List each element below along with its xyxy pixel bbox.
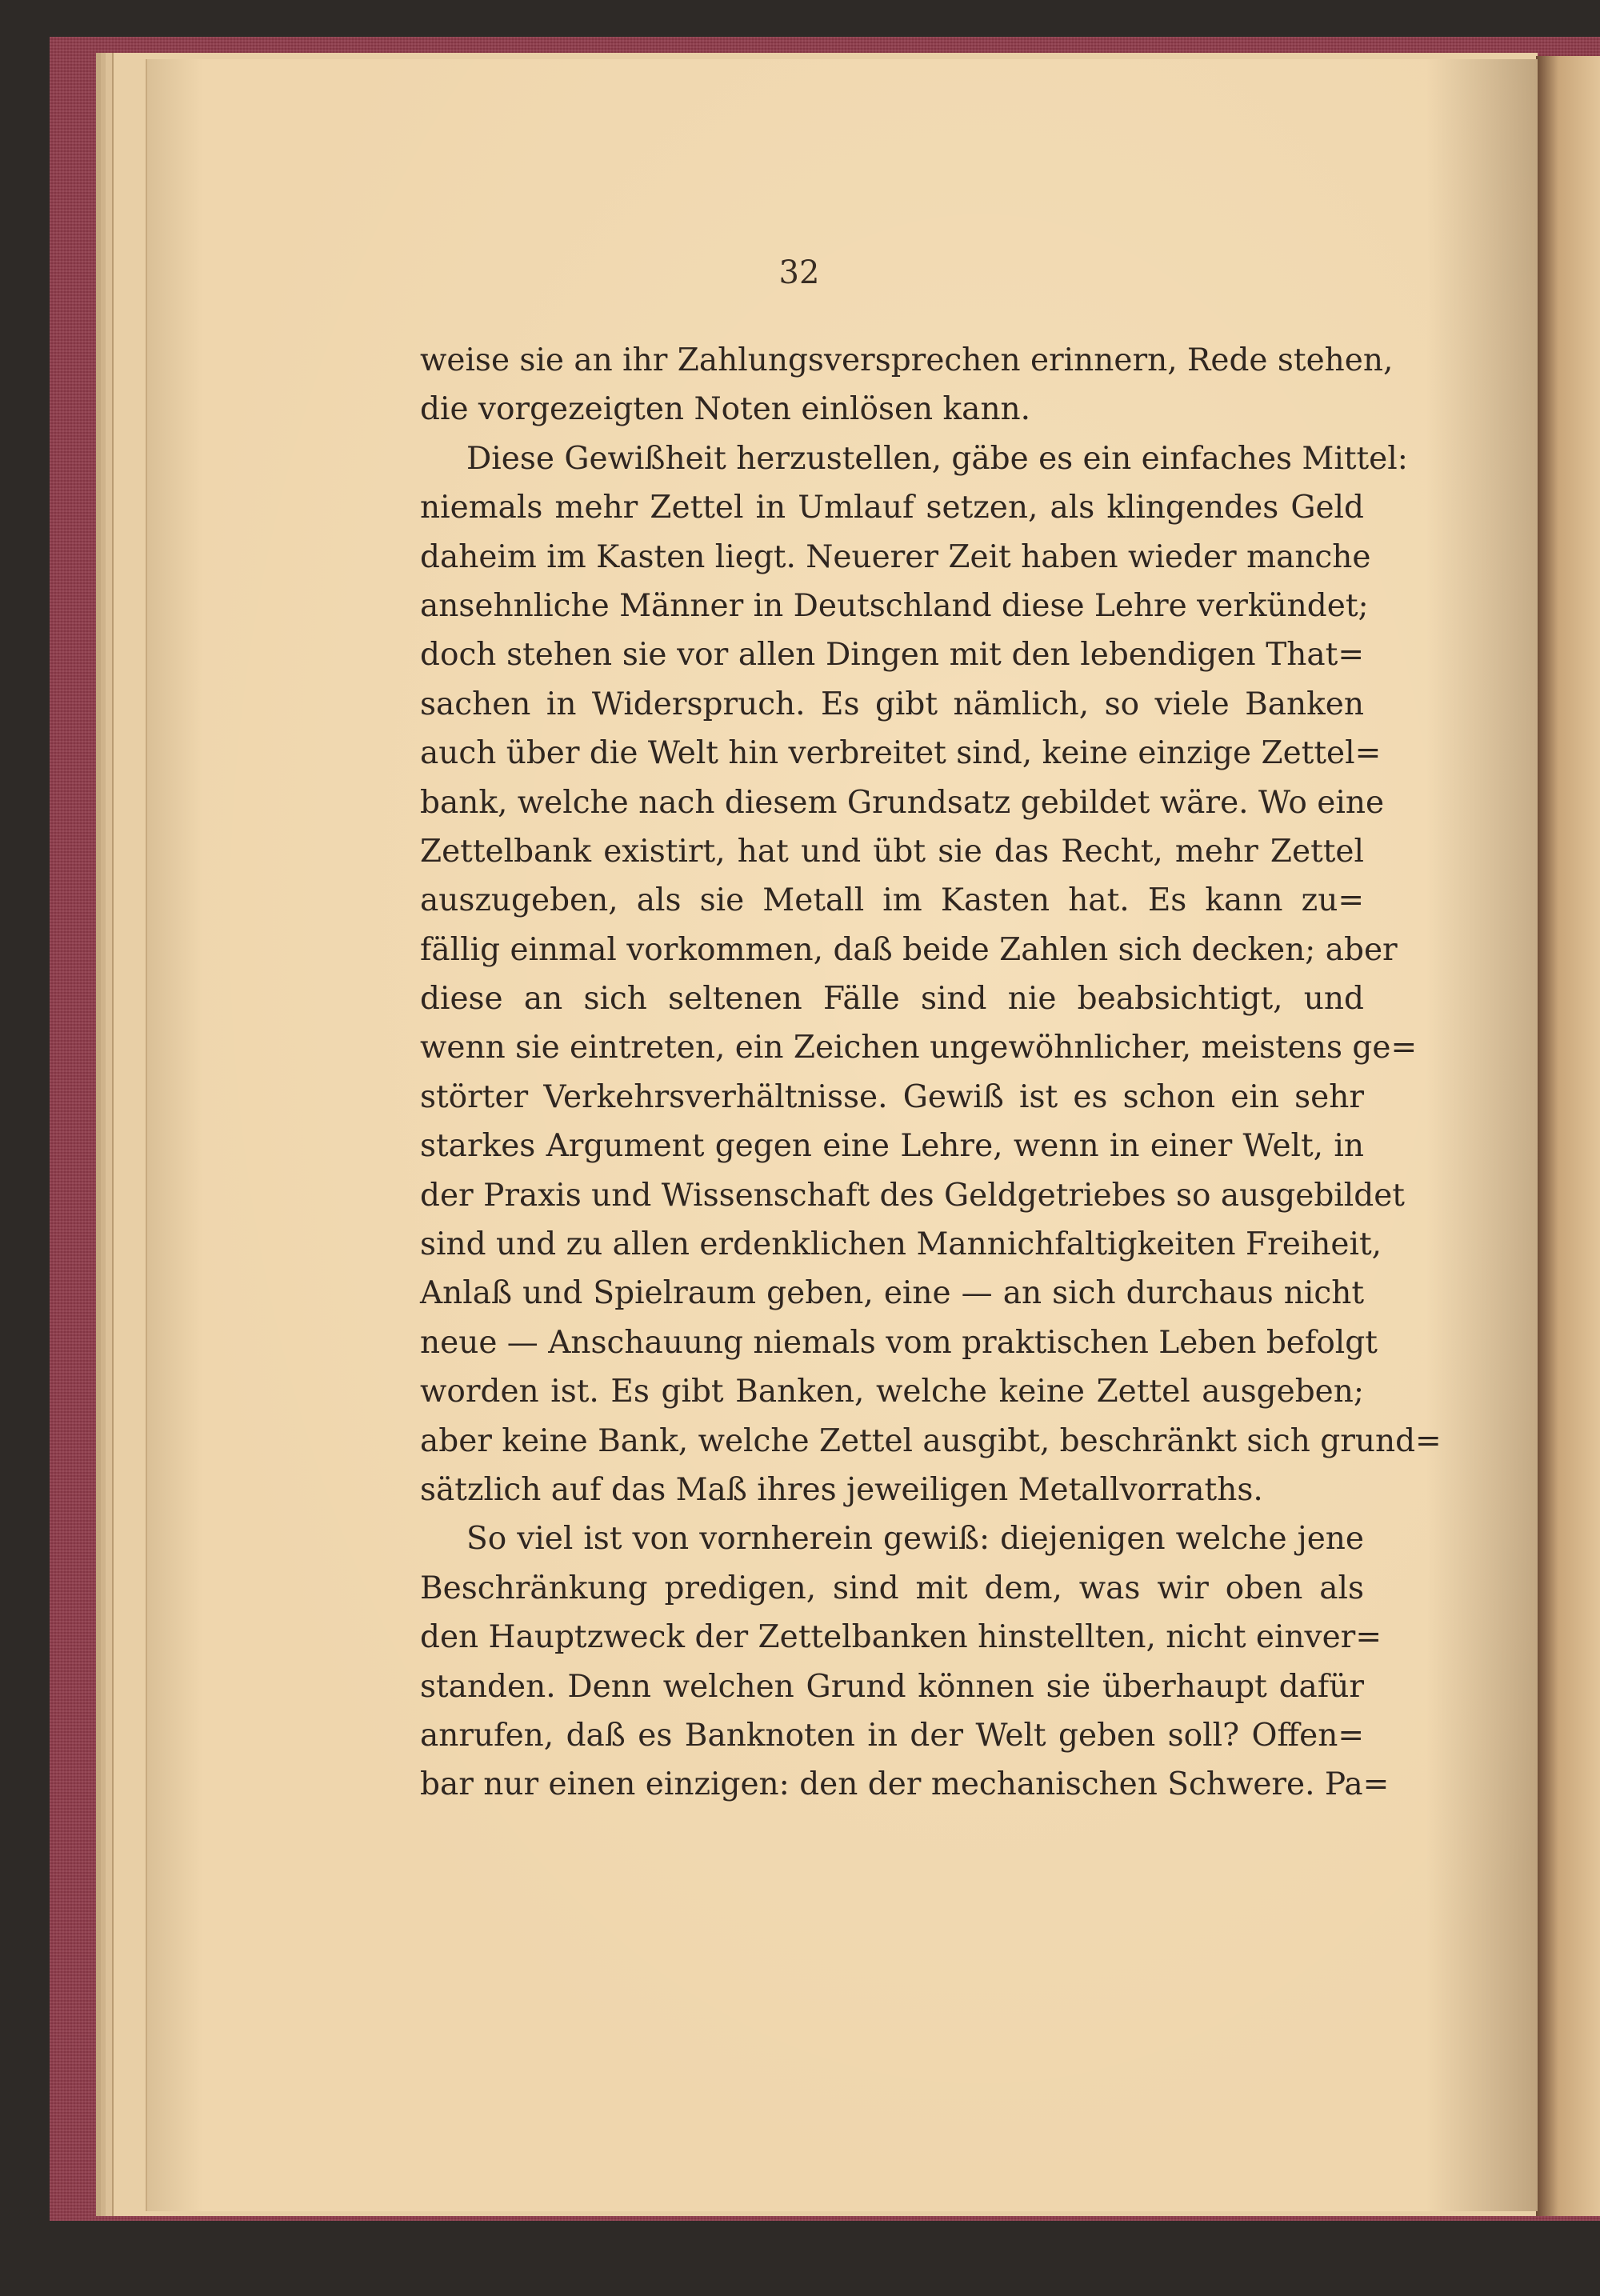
text-line: worden ist. Es gibt Banken, welche keine Zettel ausgeben;: [420, 1374, 1364, 1410]
text-line: Beschränkung predigen, sind mit dem, was wir oben als: [420, 1570, 1364, 1606]
text-line: wenn sie eintreten, ein Zeichen ungewöhnlicher, meistens ge=: [420, 1030, 1418, 1066]
text-line: starkes Argument gegen eine Lehre, wenn in einer Welt, in: [420, 1128, 1364, 1165]
text-line: fällig einmal vorkommen, daß beide Zahlen sich decken; aber: [420, 931, 1398, 968]
text-line: der Praxis und Wissenschaft des Geldgetriebes so ausgebildet: [420, 1177, 1405, 1214]
body-text: [420, 336, 1442, 1810]
text-line: aber keine Bank, welche Zettel ausgibt, beschränkt sich grund=: [420, 1422, 1442, 1459]
text-line: auszugeben, als sie Metall im Kasten hat. Es kann zu=: [420, 882, 1364, 919]
text-line: Diese Gewißheit herzustellen, gäbe es ein einfaches Mittel:: [466, 440, 1408, 477]
text-line: störter Verkehrsverhältnisse. Gewiß ist es schon ein sehr: [420, 1078, 1364, 1115]
text-line: bank, welche nach diesem Grundsatz gebildet wäre. Wo eine: [420, 784, 1385, 821]
text-line: Anlaß und Spielraum geben, eine — an sich durchaus nicht: [420, 1275, 1364, 1312]
page-number: 32: [778, 254, 820, 291]
text-line: auch über die Welt hin verbreitet sind, keine einzige Zettel=: [420, 735, 1382, 772]
text-line: die vorgezeigten Noten einlösen kann.: [420, 391, 1031, 428]
book-gutter: [1536, 56, 1600, 2216]
text-line: daheim im Kasten liegt. Neuerer Zeit haben wieder manche: [420, 538, 1371, 575]
text-line: Zettelbank existirt, hat und übt sie das Recht, mehr Zettel: [420, 833, 1364, 870]
text-line: sind und zu allen erdenklichen Mannichfaltigkeiten Freiheit,: [420, 1226, 1382, 1263]
text-line: ansehnliche Männer in Deutschland diese Lehre verkündet;: [420, 587, 1369, 624]
text-line: anrufen, daß es Banknoten in der Welt geben soll? Offen=: [420, 1717, 1364, 1754]
text-line: doch stehen sie vor allen Dingen mit den lebendigen That=: [420, 637, 1364, 674]
text-line: diese an sich seltenen Fälle sind nie beabsichtigt, und: [420, 981, 1364, 1018]
text-line: neue — Anschauung niemals vom praktischen Leben befolgt: [420, 1324, 1378, 1361]
text-line: sachen in Widerspruch. Es gibt nämlich, so viele Banken: [420, 686, 1364, 722]
text-line: sätzlich auf das Maß ihres jeweiligen Metallvorraths.: [420, 1471, 1263, 1508]
text-line: bar nur einen einzigen: den der mechanischen Schwere. Pa=: [420, 1766, 1390, 1803]
text-line: So viel ist von vornherein gewiß: diejenigen welche jene: [466, 1521, 1364, 1558]
text-line: niemals mehr Zettel in Umlauf setzen, als klingendes Geld: [420, 490, 1364, 526]
text-line: den Hauptzweck der Zettelbanken hinstellten, nicht einver=: [420, 1619, 1382, 1656]
text-line: weise sie an ihr Zahlungsversprechen erinnern, Rede stehen,: [420, 342, 1394, 378]
text-line: standen. Denn welchen Grund können sie überhaupt dafür: [420, 1668, 1364, 1705]
